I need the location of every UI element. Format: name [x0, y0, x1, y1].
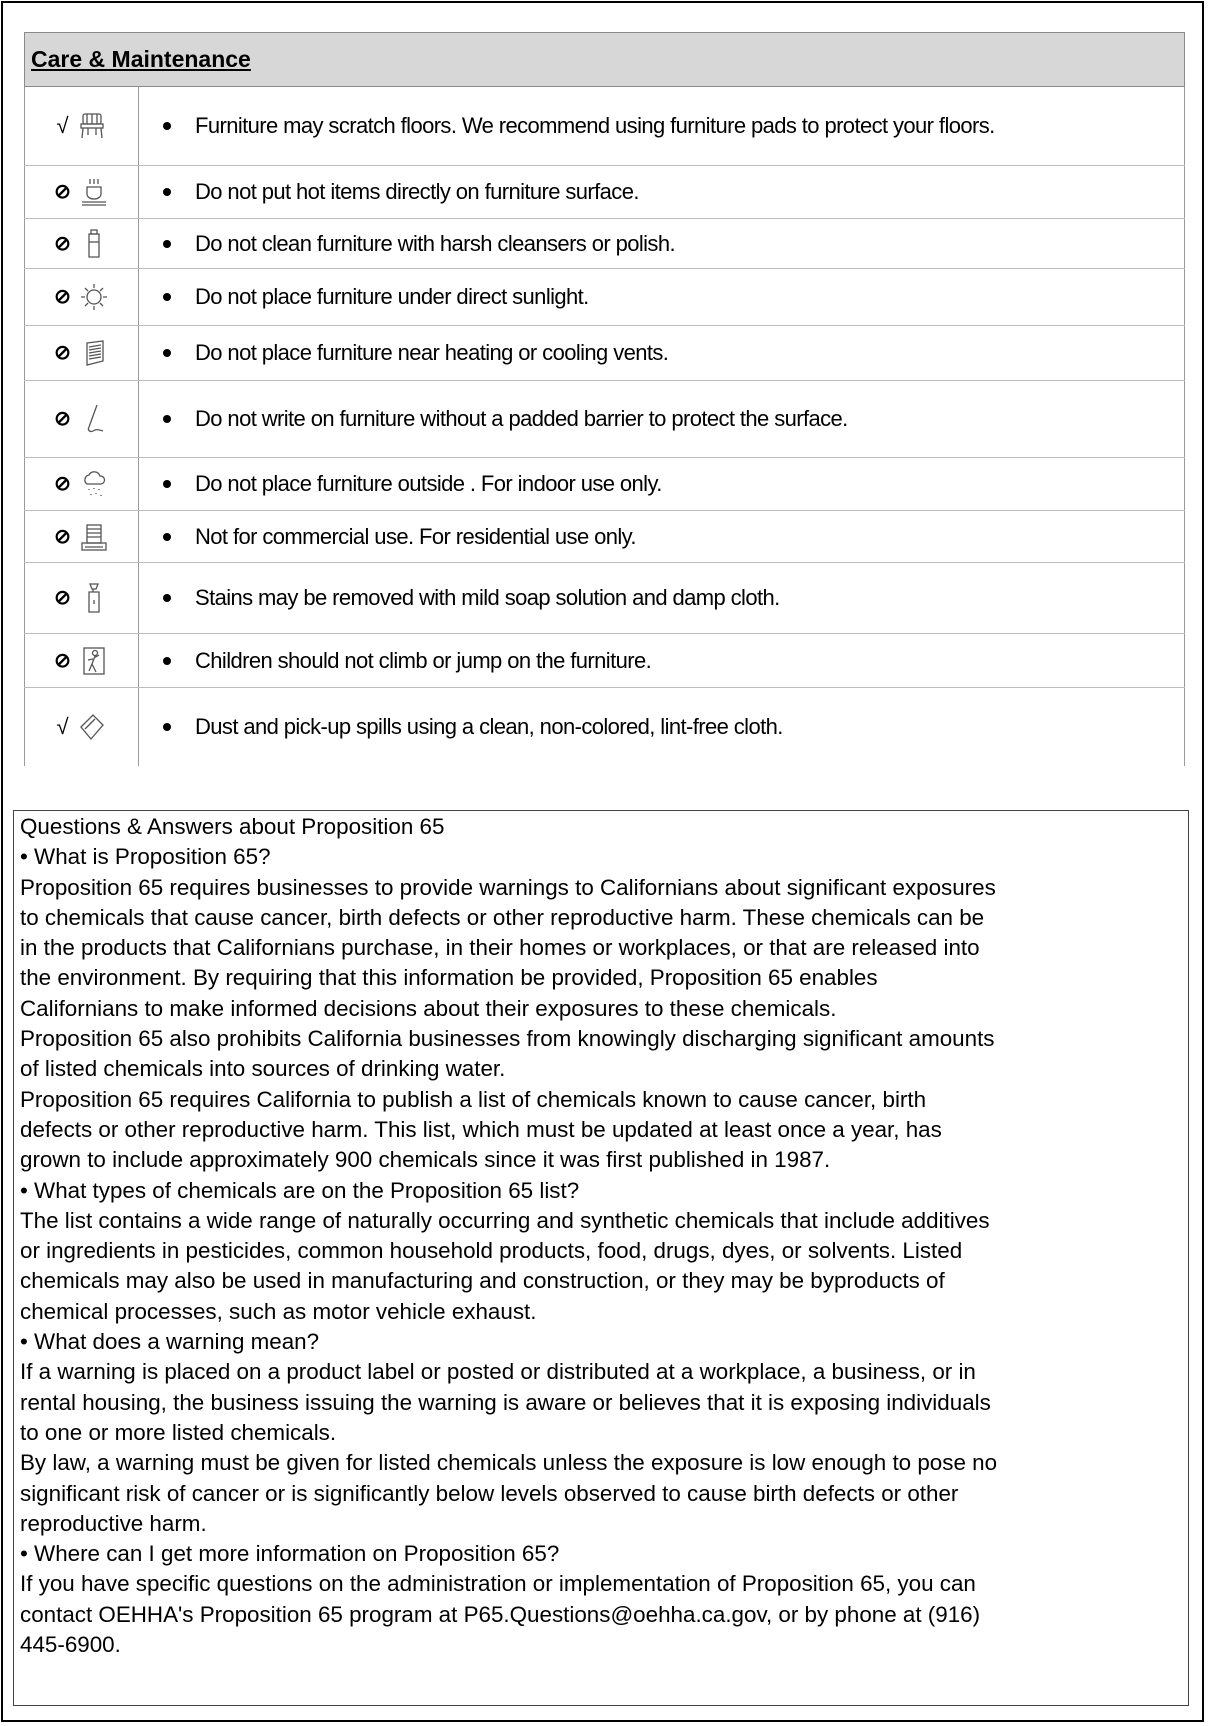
care-icon-cell — [24, 563, 139, 633]
prop65-line: or ingredients in pesticides, common household products, food, drugs, dyes, or solvents. Listed — [20, 1238, 963, 1264]
care-row — [24, 458, 1185, 511]
care-row — [24, 563, 1185, 634]
check-mark: √ — [56, 113, 69, 138]
care-text-cell — [139, 166, 1185, 218]
child-climbing-icon — [79, 645, 109, 677]
care-text: Do not write on furniture without a padded barrier to protect the surface. — [195, 406, 848, 431]
proposition-65-box — [13, 810, 1189, 1706]
care-text-cell — [139, 326, 1185, 380]
vent-icon — [79, 337, 109, 369]
care-text: Do not place furniture near heating or cooling vents. — [195, 340, 669, 365]
prop65-line: of listed chemicals into sources of drinking water. — [20, 1056, 506, 1082]
sun-icon — [79, 281, 109, 313]
care-row — [24, 634, 1185, 688]
care-text: Do not place furniture under direct sunlight. — [195, 284, 589, 309]
care-text: Dust and pick-up spills using a clean, non-colored, lint-free cloth. — [195, 714, 783, 739]
prop65-line: the environment. By requiring that this information be provided, Proposition 65 enables — [20, 965, 878, 991]
bullet — [157, 286, 179, 308]
prop65-heading: Questions & Answers about Proposition 65 — [20, 814, 445, 839]
care-text-cell — [139, 458, 1185, 510]
rain-cloud-icon — [79, 468, 109, 500]
care-icon-cell — [24, 326, 139, 380]
prop65-line: chemical processes, such as motor vehicle exhaust. — [20, 1298, 537, 1324]
prop65-line: to chemicals that cause cancer, birth defects or other reproductive harm. These chemicals can be — [20, 904, 985, 930]
cloth-icon — [77, 711, 107, 743]
bullet — [157, 408, 179, 430]
prop65-line: significant risk of cancer or is significantly below levels observed to cause birth defects or other — [20, 1480, 959, 1506]
bullet — [157, 181, 179, 203]
prop65-line: By law, a warning must be given for listed chemicals unless the exposure is low enough to pose no — [20, 1450, 998, 1476]
care-row — [24, 688, 1185, 766]
prohibited-icon: ⊘ — [54, 408, 71, 430]
prop65-question: • What types of chemicals are on the Proposition 65 list? — [20, 1177, 580, 1203]
spray-bottle-icon — [79, 582, 109, 614]
care-text: Furniture may scratch floors. We recommend using furniture pads to protect your floors. — [195, 113, 995, 138]
care-icon-cell — [24, 511, 139, 562]
prohibited-icon: ⊘ — [54, 286, 71, 308]
care-row — [24, 511, 1185, 563]
care-icon-cell — [24, 269, 139, 325]
bullet — [157, 115, 179, 137]
care-text: Do not clean furniture with harsh cleansers or polish. — [195, 230, 675, 256]
care-text-cell — [139, 511, 1185, 562]
prop65-line: defects or other reproductive harm. This list, which must be updated at least once a year, has — [20, 1116, 942, 1142]
care-text-cell — [139, 219, 1185, 268]
prohibited-icon: ⊘ — [54, 587, 71, 609]
commercial-building-icon — [79, 521, 109, 553]
care-icon-cell — [24, 381, 139, 457]
prohibited-icon: ⊘ — [54, 342, 71, 364]
care-text-cell — [139, 269, 1185, 325]
care-icon-cell — [24, 87, 139, 165]
prohibited-icon: ⊘ — [54, 473, 71, 495]
prohibited-icon: ⊘ — [54, 232, 71, 255]
care-text: Do not put hot items directly on furniture surface. — [195, 179, 639, 204]
care-icon-cell — [24, 219, 139, 268]
prop65-line: reproductive harm. — [20, 1510, 207, 1536]
prop65-line: Proposition 65 requires businesses to provide warnings to Californians about significant exposures — [20, 874, 996, 900]
care-row — [24, 219, 1185, 269]
prohibited-icon: ⊘ — [54, 649, 71, 672]
hot-cup-icon — [79, 176, 109, 208]
chair-icon — [77, 110, 107, 142]
care-text-cell — [139, 381, 1185, 457]
prop65-line: chemicals may also be used in manufacturing and construction, or they may be byproducts of — [20, 1268, 945, 1294]
bullet — [157, 342, 179, 364]
prohibited-icon: ⊘ — [54, 525, 71, 548]
care-row — [24, 381, 1185, 458]
care-text-cell — [139, 688, 1185, 766]
prop65-line: in the products that Californians purchase, in their homes or workplaces, or that are released into — [20, 935, 980, 961]
bullet — [157, 233, 179, 255]
bullet — [157, 473, 179, 495]
prop65-question: • What is Proposition 65? — [20, 844, 271, 870]
bullet — [157, 716, 179, 738]
prohibited-icon: ⊘ — [54, 181, 71, 203]
care-maintenance-table — [24, 32, 1185, 766]
care-text: Children should not climb or jump on the furniture. — [195, 647, 652, 673]
care-title: Care & Maintenance — [31, 46, 251, 72]
care-text: Stains may be removed with mild soap solution and damp cloth. — [195, 585, 780, 610]
prop65-line: If you have specific questions on the administration or implementation of Proposition 65, you can — [20, 1571, 976, 1597]
prop65-line: The list contains a wide range of naturally occurring and synthetic chemicals that include additives — [20, 1207, 990, 1233]
care-text-cell — [139, 634, 1185, 687]
care-icon-cell — [24, 688, 139, 766]
prop65-question: • Where can I get more information on Proposition 65? — [20, 1541, 560, 1567]
care-row — [24, 87, 1185, 166]
prop65-line: If a warning is placed on a product label or posted or distributed at a workplace, a business, or in — [20, 1359, 976, 1385]
cleanser-bottle-icon — [79, 228, 109, 260]
prop65-question: • What does a warning mean? — [20, 1329, 320, 1355]
pen-icon — [79, 403, 109, 435]
care-text: Do not place furniture outside . For indoor use only. — [195, 471, 662, 496]
care-text: Not for commercial use. For residential use only. — [195, 523, 636, 549]
care-row — [24, 166, 1185, 219]
prop65-line: Proposition 65 requires California to publish a list of chemicals known to cause cancer, birth — [20, 1086, 927, 1112]
bullet — [157, 587, 179, 609]
prop65-line: Proposition 65 also prohibits California businesses from knowingly discharging significant amounts — [20, 1026, 995, 1052]
care-row — [24, 269, 1185, 326]
prop65-line: Californians to make informed decisions about their exposures to these chemicals. — [20, 995, 837, 1021]
bullet — [157, 650, 179, 672]
bullet — [157, 526, 179, 548]
prop65-line: to one or more listed chemicals. — [20, 1419, 337, 1445]
care-icon-cell — [24, 634, 139, 687]
care-text-cell — [139, 87, 1185, 165]
care-header — [24, 32, 1185, 87]
care-icon-cell — [24, 166, 139, 218]
prop65-line: 445-6900. — [20, 1632, 121, 1658]
check-mark: √ — [56, 714, 69, 739]
prop65-line: grown to include approximately 900 chemicals since it was first published in 1987. — [20, 1147, 831, 1173]
prop65-line: contact OEHHA's Proposition 65 program at P65.Questions@oehha.ca.gov, or by phone at (916) — [20, 1601, 981, 1627]
care-text-cell — [139, 563, 1185, 633]
care-icon-cell — [24, 458, 139, 510]
care-row — [24, 326, 1185, 381]
prop65-line: rental housing, the business issuing the warning is aware or believes that it is exposing individuals — [20, 1389, 991, 1415]
